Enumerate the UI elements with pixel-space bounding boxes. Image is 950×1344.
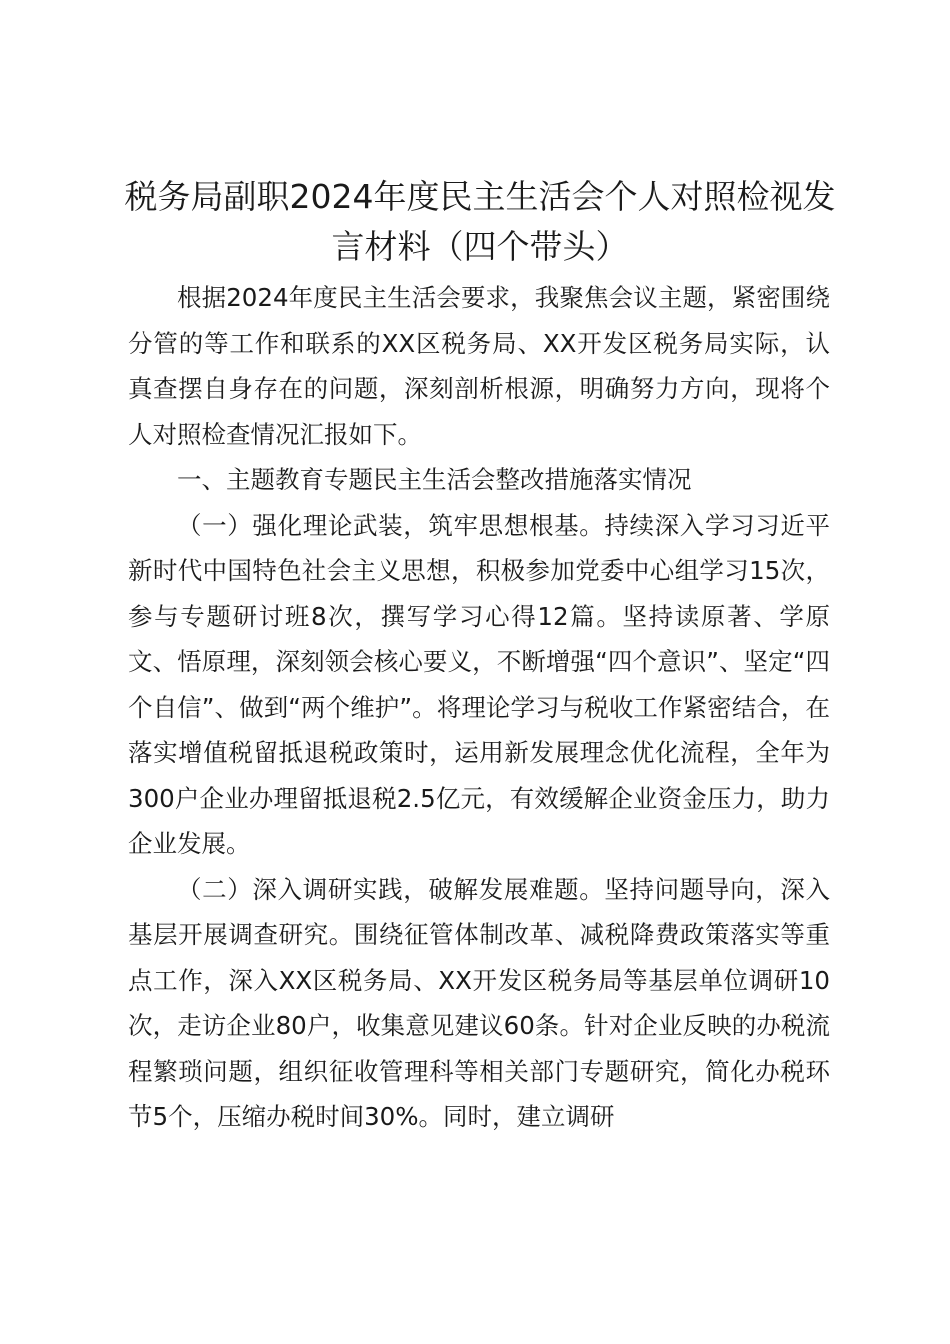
section-heading: 一、主题教育专题民主生活会整改措施落实情况 — [177, 465, 692, 494]
body-paragraph-1: （一）强化理论武装，筑牢思想根基。持续深入学习习近平新时代中国特色社会主义思想，积极参加党委中心组学习15次，参与专题研讨班8次，撰写学习心得12篇。坚持读原著、学原文、悟原理，深刻领会核心要义，不断增强“四个意识”、坚定“四个自信”、做到“两个维护”。将理论学习与税收工作紧密结合，在落实增值税留抵退税政策时，运用新发展理念优化流程，全年为300户企业办理留抵退税2.5亿元，有效缓解企业资金压力，助力企业发展。 — [128, 510, 830, 858]
document-body — [128, 275, 830, 1140]
body-paragraph-2: （二）深入调研实践，破解发展难题。坚持问题导向，深入基层开展调查研究。围绕征管体制改革、减税降费政策落实等重点工作，深入XX区税务局、XX开发区税务局等基层单位调研10次，走访企业80户，收集意见建议60条。针对企业反映的办税流程繁琐问题，组织征收管理科等相关部门专题研究，简化办税环节5个，压缩办税时间30%。同时，建立调研 — [128, 874, 830, 1131]
intro-paragraph: 根据2024年度民主生活会要求，我聚焦会议主题，紧密围绕分管的等工作和联系的XX区税务局、XX开发区税务局实际，认真查摆自身存在的问题，深刻剖析根源，明确努力方向，现将个人对照检查情况汇报如下。 — [128, 283, 830, 449]
document-title: 税务局副职2024年度民主生活会个人对照检视发言材料（四个带头） — [124, 177, 836, 266]
